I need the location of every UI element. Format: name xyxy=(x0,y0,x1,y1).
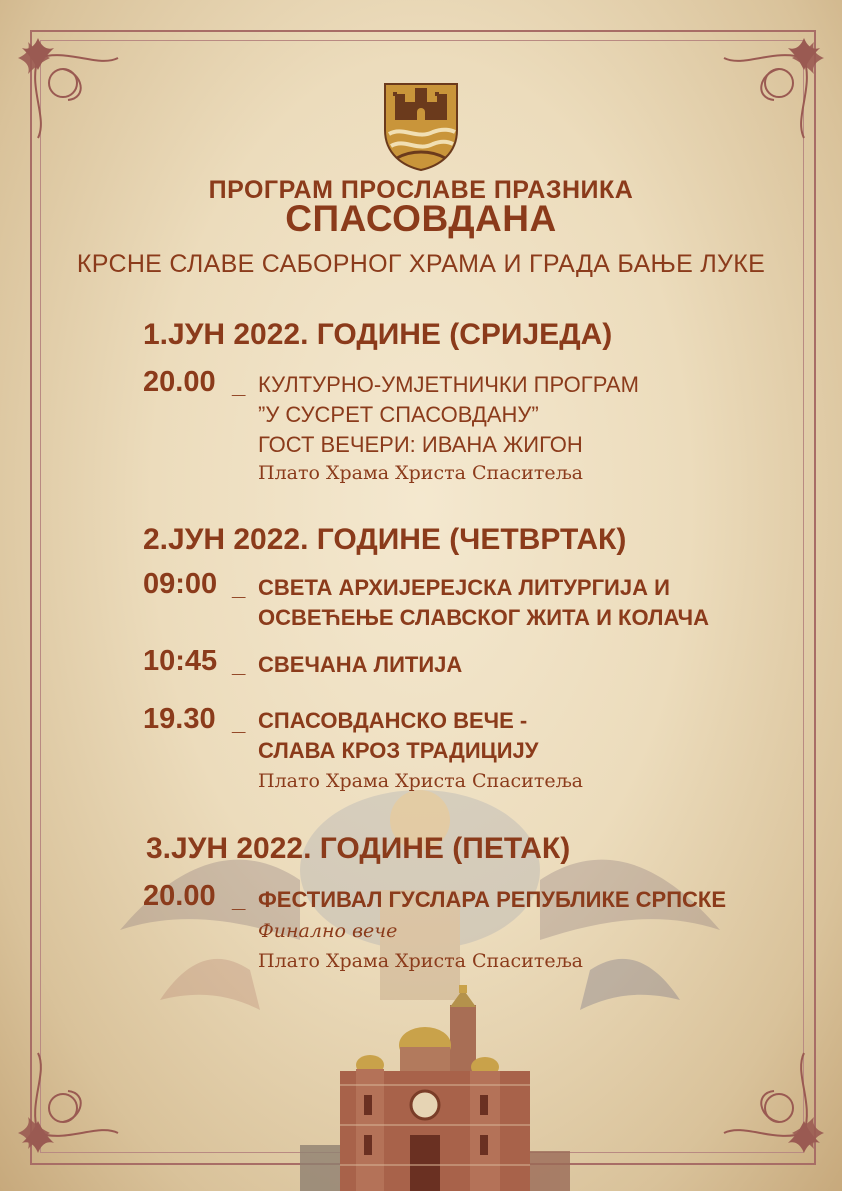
event-venue: Плато Храма Христа Спаситеља xyxy=(258,950,583,972)
day-heading: 2.ЈУН 2022. ГОДИНЕ (ЧЕТВРТАК) xyxy=(143,523,627,556)
event-time: 10:45 xyxy=(143,645,218,677)
event-time: 19.30 xyxy=(143,703,216,735)
poster-subtitle: КРСНЕ СЛАВЕ САБОРНОГ ХРАМА И ГРАДА БАЊЕ ЛУКЕ xyxy=(76,250,766,278)
event-line: ”У СУСРЕТ СПАСОВДАНУ” xyxy=(258,402,539,427)
day-heading: 3.ЈУН 2022. ГОДИНЕ (ПЕТАК) xyxy=(146,832,571,865)
time-separator: _ xyxy=(232,709,246,736)
event-time: 20.00 xyxy=(143,880,216,912)
event-line: СВЕЧАНА ЛИТИЈА xyxy=(258,652,463,677)
poster-title-line: ПРОГРАМ ПРОСЛАВЕ ПРАЗНИКА xyxy=(208,176,634,204)
event-time: 20.00 xyxy=(143,366,216,398)
time-separator: _ xyxy=(232,574,246,601)
fleur-de-lis-ornament-icon xyxy=(8,28,128,148)
city-coat-of-arms-icon xyxy=(381,80,461,172)
event-line: ОСВЕЋЕЊЕ СЛАВСКОГ ЖИТА И КОЛАЧА xyxy=(258,605,710,630)
cathedral-illustration xyxy=(300,985,570,1191)
event-line: ФЕСТИВАЛ ГУСЛАРА РЕПУБЛИКЕ СРПСКЕ xyxy=(258,887,727,912)
event-subtitle: Финално вече xyxy=(258,920,398,942)
event-line: СЛАВА КРОЗ ТРАДИЦИЈУ xyxy=(258,738,539,763)
event-time: 09:00 xyxy=(143,568,218,600)
time-separator: _ xyxy=(232,886,246,913)
event-line: КУЛТУРНО-УМЈЕТНИЧКИ ПРОГРАМ xyxy=(258,372,639,397)
day-heading: 1.ЈУН 2022. ГОДИНЕ (СРИЈЕДА) xyxy=(143,318,613,351)
event-line: СПАСОВДАНСКО ВЕЧЕ - xyxy=(258,708,528,733)
time-separator: _ xyxy=(232,651,246,678)
time-separator: _ xyxy=(232,372,246,399)
poster-main-title: СПАСОВДАНА xyxy=(285,198,557,239)
fleur-de-lis-ornament-icon xyxy=(714,28,834,148)
fleur-de-lis-ornament-icon xyxy=(8,1043,128,1163)
event-venue: Плато Храма Христа Спаситеља xyxy=(258,462,583,484)
event-venue: Плато Храма Христа Спаситеља xyxy=(258,770,583,792)
event-line: СВЕТА АРХИЈЕРЕЈСКА ЛИТУРГИЈА И xyxy=(258,575,670,600)
fleur-de-lis-ornament-icon xyxy=(714,1043,834,1163)
event-line: ГОСТ ВЕЧЕРИ: ИВАНА ЖИГОН xyxy=(258,432,583,457)
